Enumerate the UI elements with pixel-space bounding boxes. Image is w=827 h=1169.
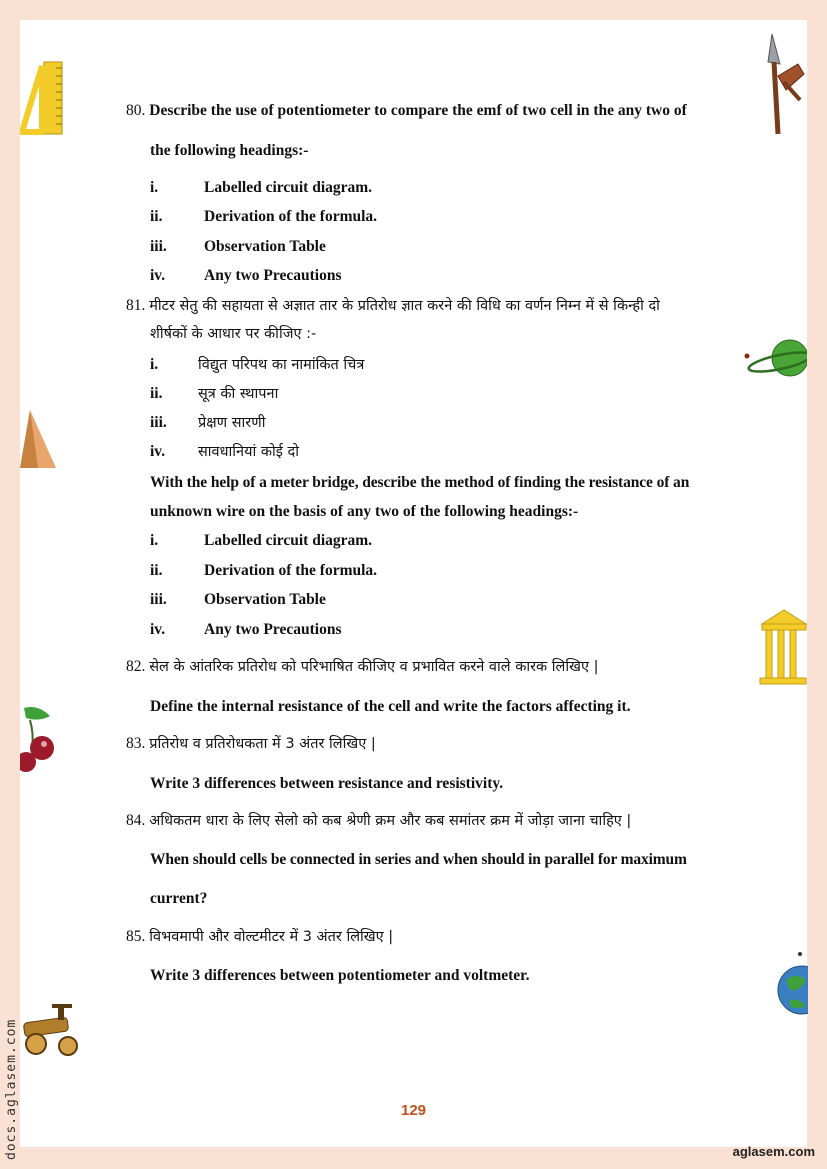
- list-marker: iv.: [150, 621, 166, 638]
- question-text-hindi: अधिकतम धारा के लिए सेलो को कब श्रेणी क्रम और कब समांतर क्रम में जोड़ा जाना चाहिए |: [149, 813, 632, 829]
- list-marker: iii.: [150, 238, 167, 255]
- question-text-hindi: सेल के आंतरिक प्रतिरोध को परिभाषित कीजिए व प्रभावित करने वाले कारक लिखिए |: [149, 659, 599, 675]
- list-marker: iii.: [150, 591, 167, 608]
- question-83: [126, 734, 731, 754]
- list-marker: ii.: [150, 385, 163, 402]
- question-85-english: Write 3 differences between potentiometer and voltmeter.: [150, 967, 530, 984]
- list-text: Labelled circuit diagram.: [204, 532, 373, 549]
- list-text: Any two Precautions: [204, 621, 342, 638]
- question-81: [126, 296, 731, 316]
- question-84: [126, 811, 731, 831]
- question-number: 81.: [126, 297, 146, 314]
- cherry-icon: [20, 704, 58, 778]
- list-text: Observation Table: [204, 238, 326, 255]
- list-item: [150, 384, 278, 404]
- question-text: Describe the use of potentiometer to compare the emf of two cell in the any two of: [149, 102, 687, 119]
- question-number: 84.: [126, 812, 146, 829]
- question-number: 85.: [126, 928, 146, 945]
- list-marker: ii.: [150, 208, 163, 225]
- cannon-icon: [20, 1002, 84, 1058]
- list-marker: iv.: [150, 267, 166, 284]
- list-item: [150, 531, 372, 551]
- pyramid-icon: [20, 410, 58, 470]
- question-81-hindi-continuation: शीर्षकों के आधार पर कीजिए :-: [150, 326, 317, 342]
- list-text: प्रेक्षण सारणी: [198, 415, 266, 431]
- list-marker: ii.: [150, 562, 163, 579]
- list-text: Derivation of the formula.: [204, 208, 378, 225]
- page-number: 129: [400, 1102, 427, 1119]
- list-text: सूत्र की स्थापना: [198, 386, 279, 402]
- question-84-english-line1: When should cells be connected in series and when should in parallel for maximum: [150, 851, 687, 868]
- list-text: Any two Precautions: [204, 267, 342, 284]
- list-marker: i.: [150, 532, 159, 549]
- list-item: [150, 266, 342, 286]
- side-watermark: docs.aglasem.com: [4, 1018, 19, 1160]
- list-text: विद्युत परिपथ का नामांकित चित्र: [198, 357, 365, 373]
- list-item: [150, 620, 342, 640]
- list-text: Labelled circuit diagram.: [204, 179, 373, 196]
- globe-icon: [776, 950, 808, 1018]
- question-85: [126, 927, 731, 947]
- list-item: [150, 442, 299, 462]
- question-text-hindi: मीटर सेतु की सहायता से अज्ञात तार के प्रतिरोध ज्ञात करने की विधि का वर्णन निम्न में से किन्ही दो: [149, 298, 660, 314]
- list-item: [150, 237, 326, 257]
- list-item: [150, 178, 372, 198]
- planet-icon: [740, 334, 807, 384]
- list-item: [150, 207, 377, 227]
- site-link[interactable]: aglasem.com: [732, 1144, 815, 1159]
- list-marker: iii.: [150, 414, 167, 431]
- list-text: सावधानियां कोई दो: [198, 444, 299, 460]
- list-marker: i.: [150, 179, 159, 196]
- question-number: 82.: [126, 658, 146, 675]
- question-82-english: Define the internal resistance of the cell and write the factors affecting it.: [150, 698, 631, 715]
- list-item: [150, 561, 377, 581]
- question-number: 83.: [126, 735, 146, 752]
- question-83-english: Write 3 differences between resistance and resistivity.: [150, 775, 504, 792]
- question-number: 80.: [126, 102, 146, 119]
- question-80-continuation: the following headings:-: [150, 142, 309, 159]
- list-text: Derivation of the formula.: [204, 562, 378, 579]
- list-marker: iv.: [150, 443, 166, 460]
- ruler-icon: [20, 58, 68, 136]
- question-text-hindi: विभवमापी और वोल्टमीटर में 3 अंतर लिखिए |: [149, 929, 394, 945]
- question-81-english-line2: unknown wire on the basis of any two of the following headings:-: [150, 503, 579, 520]
- question-text-hindi: प्रतिरोध व प्रतिरोधकता में 3 अंतर लिखिए |: [149, 736, 376, 752]
- list-marker: i.: [150, 356, 159, 373]
- list-item: [150, 590, 326, 610]
- temple-icon: [758, 606, 808, 686]
- spear-icon: [764, 34, 808, 138]
- question-80: [126, 101, 731, 121]
- question-82: [126, 657, 731, 677]
- list-text: Observation Table: [204, 591, 326, 608]
- list-item: [150, 355, 364, 375]
- question-84-english-line2: current?: [150, 890, 208, 907]
- list-item: [150, 413, 265, 433]
- question-81-english-line1: With the help of a meter bridge, describe the method of finding the resistance of an: [150, 474, 690, 491]
